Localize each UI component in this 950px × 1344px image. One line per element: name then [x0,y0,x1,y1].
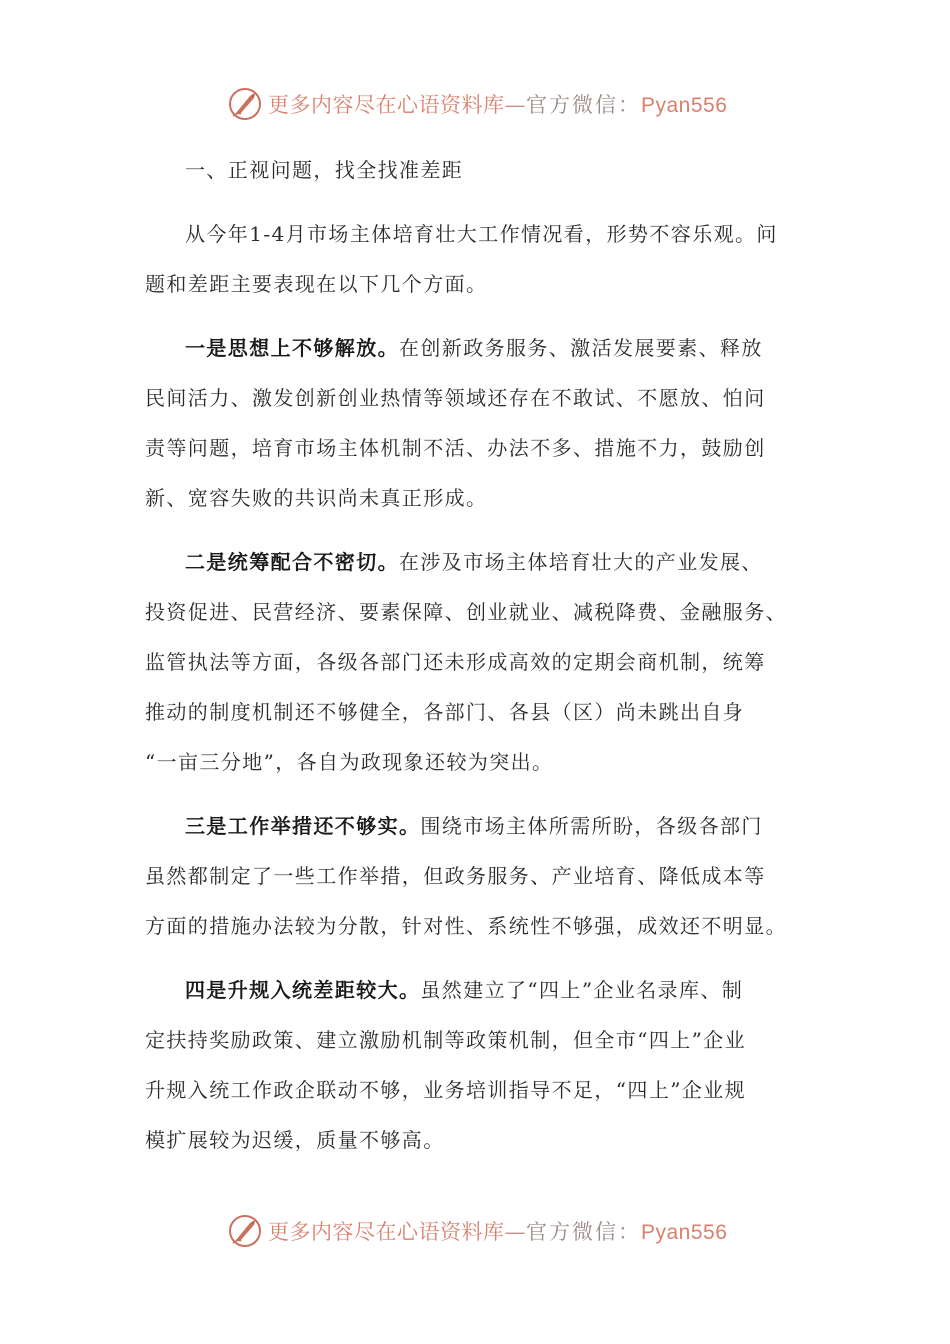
quill-pen-logo-icon [228,87,262,121]
point-paragraph-1: 一是思想上不够解放。在创新政务服务、激活发展要素、释放 民间活力、激发创新创业热情等领域还存在不敢试、不愿放、怕问 责等问题，培育市场主体机制不活、办法不多、措施不力，鼓励创 新、宽容失败的共识尚未真正形成。 [145,336,766,510]
watermark-text: 更多内容尽在心语资料库—官方微信：Pyan556 [268,1220,728,1244]
quill-pen-logo-icon [228,1214,262,1248]
document-body [145,145,810,1165]
point-paragraph-4: 四是升规入统差距较大。虽然建立了“四上”企业名录库、制 定扶持奖励政策、建立激励机制等政策机制，但全市“四上”企业 升规入统工作政企联动不够，业务培训指导不足，“四上”企业规 模扩展较为迟缓，质量不够高。 [145,978,747,1152]
point-title: 三是工作举措还不够实。 [185,814,421,838]
intro-paragraph: 从今年1-4月市场主体培育壮大工作情况看，形势不容乐观。问 题和差距主要表现在以下几个方面。 [145,222,778,296]
point-title: 一是思想上不够解放。 [185,336,399,360]
point-title: 二是统筹配合不密切。 [185,550,399,574]
watermark-text: 更多内容尽在心语资料库—官方微信：Pyan556 [268,93,728,117]
point-title: 四是升规入统差距较大。 [185,978,421,1002]
point-paragraph-3: 三是工作举措还不够实。围绕市场主体所需所盼，各级各部门 虽然都制定了一些工作举措，但政务服务、产业培育、降低成本等 方面的措施办法较为分散，针对性、系统性不够强，成效还不明显。 [145,814,787,938]
header-watermark-banner [228,84,788,124]
section-heading: 一、正视问题，找全找准差距 [185,158,464,182]
point-paragraph-2: 二是统筹配合不密切。在涉及市场主体培育壮大的产业发展、 投资促进、民营经济、要素保障、创业就业、减税降费、金融服务、 监管执法等方面，各级各部门还未形成高效的定期会商机制，统筹 推动的制度机制还不够健全，各部门、各县（区）尚未跳出自身 “一亩三分地”，各自为政现象还较为突出。 [145,550,787,774]
footer-watermark-banner [228,1211,788,1251]
